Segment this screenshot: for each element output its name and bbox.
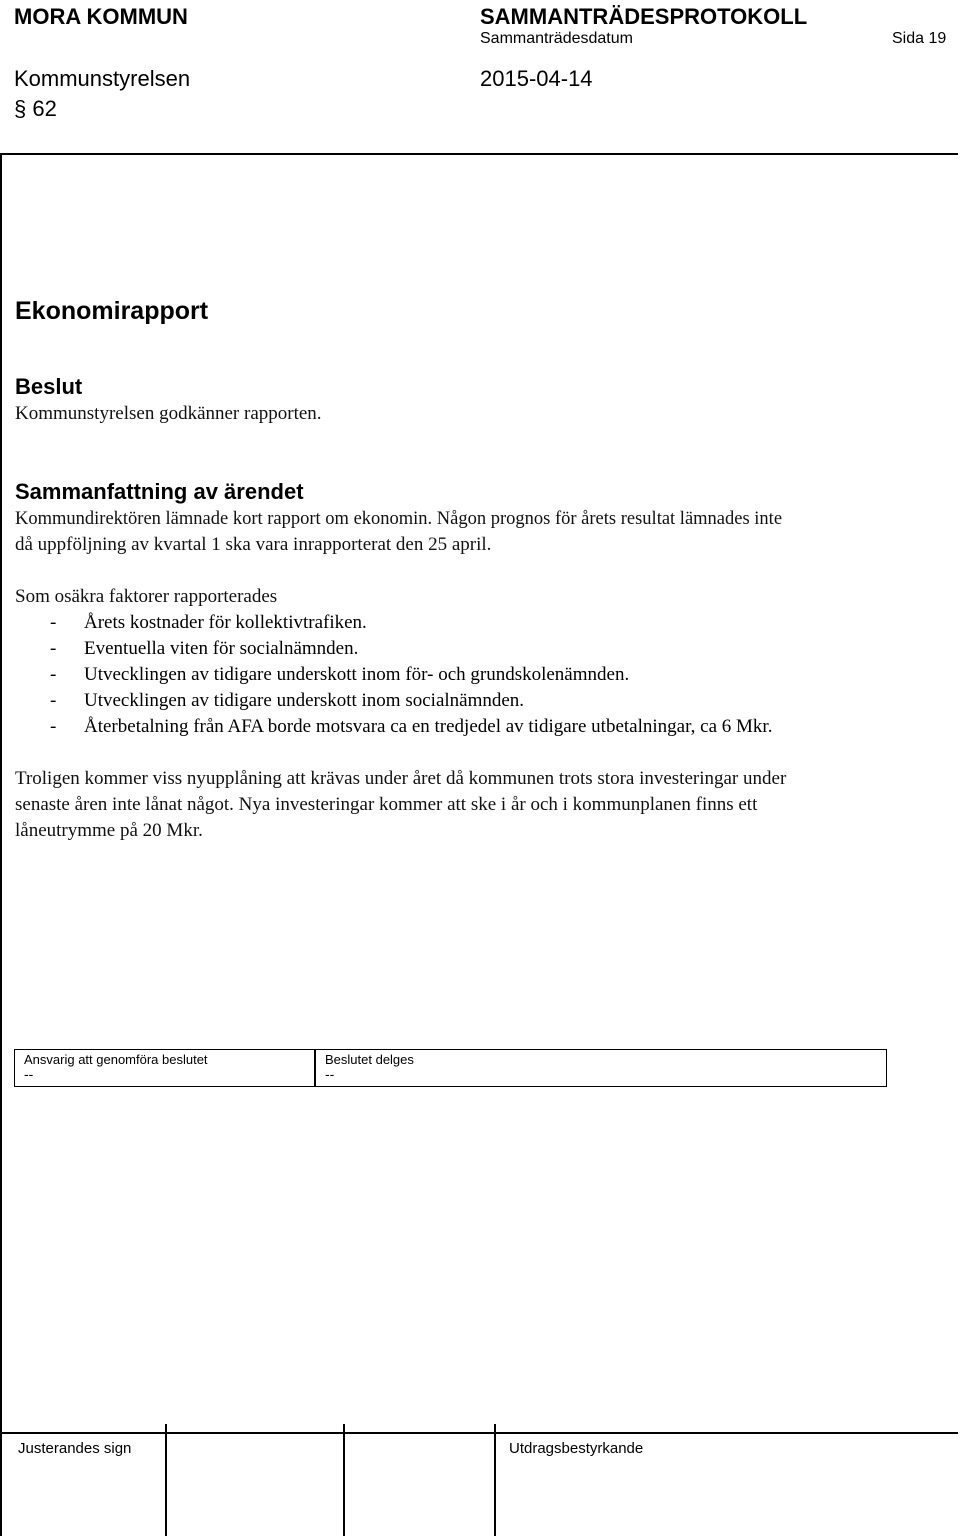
committee-name: Kommunstyrelsen <box>14 66 191 91</box>
document-type: SAMMANTRÄDESPROTOKOLL <box>480 4 808 29</box>
closing-line-1: Troligen kommer viss nyupplåning att krävas under året då kommunen trots stora investeringar under <box>15 768 787 789</box>
meeting-date-label: Sammanträdesdatum <box>480 30 633 47</box>
frame-top-rule <box>0 153 958 155</box>
responsible-label: Ansvarig att genomföra beslutet <box>24 1052 208 1067</box>
decision-heading: Beslut <box>15 374 83 399</box>
meeting-date: 2015-04-14 <box>480 66 593 91</box>
footer-top-rule <box>0 1432 958 1434</box>
extract-label: Utdragsbestyrkande <box>509 1440 644 1457</box>
uncertain-intro: Som osäkra faktorer rapporterades <box>15 586 278 607</box>
summary-heading: Sammanfattning av ärendet <box>15 479 304 504</box>
section-title: Ekonomirapport <box>15 297 209 325</box>
distributed-value: -- <box>325 1066 335 1082</box>
paragraph-number: § 62 <box>14 96 57 121</box>
municipality-name: MORA KOMMUN <box>14 4 188 29</box>
closing-line-2: senaste åren inte lånat något. Nya investeringar kommer att ske i år och i kommunplanen finns ett <box>15 794 758 815</box>
list-item: - Utvecklingen av tidigare underskott inom socialnämnden. <box>50 690 525 711</box>
responsible-value: -- <box>24 1066 34 1082</box>
decision-text: Kommunstyrelsen godkänner rapporten. <box>15 403 322 424</box>
summary-line-2: då uppföljning av kvartal 1 ska vara inrapporterat den 25 april. <box>15 534 492 555</box>
frame-left-rule <box>0 153 2 1536</box>
responsibility-box-divider <box>314 1050 316 1086</box>
closing-line-3: låneutrymme på 20 Mkr. <box>15 820 203 841</box>
list-item: - Återbetalning från AFA borde motsvara ca en tredjedel av tidigare utbetalningar, ca 6 Mkr. <box>50 716 773 737</box>
distributed-label: Beslutet delges <box>325 1052 414 1067</box>
responsibility-box <box>14 1049 887 1087</box>
adjusters-label: Justerandes sign <box>18 1440 132 1457</box>
list-item: - Utvecklingen av tidigare underskott inom för- och grundskolenämnden. <box>50 664 630 685</box>
list-item: - Årets kostnader för kollektivtrafiken. <box>50 612 367 633</box>
summary-line-1: Kommundirektören lämnade kort rapport om ekonomin. Någon prognos för årets resultat lämnades inte <box>15 509 783 529</box>
page-number: Sida 19 <box>892 30 947 47</box>
signature-divider <box>165 1424 167 1536</box>
list-item: - Eventuella viten för socialnämnden. <box>50 638 359 659</box>
signature-divider <box>494 1424 496 1536</box>
signature-divider <box>343 1424 345 1536</box>
